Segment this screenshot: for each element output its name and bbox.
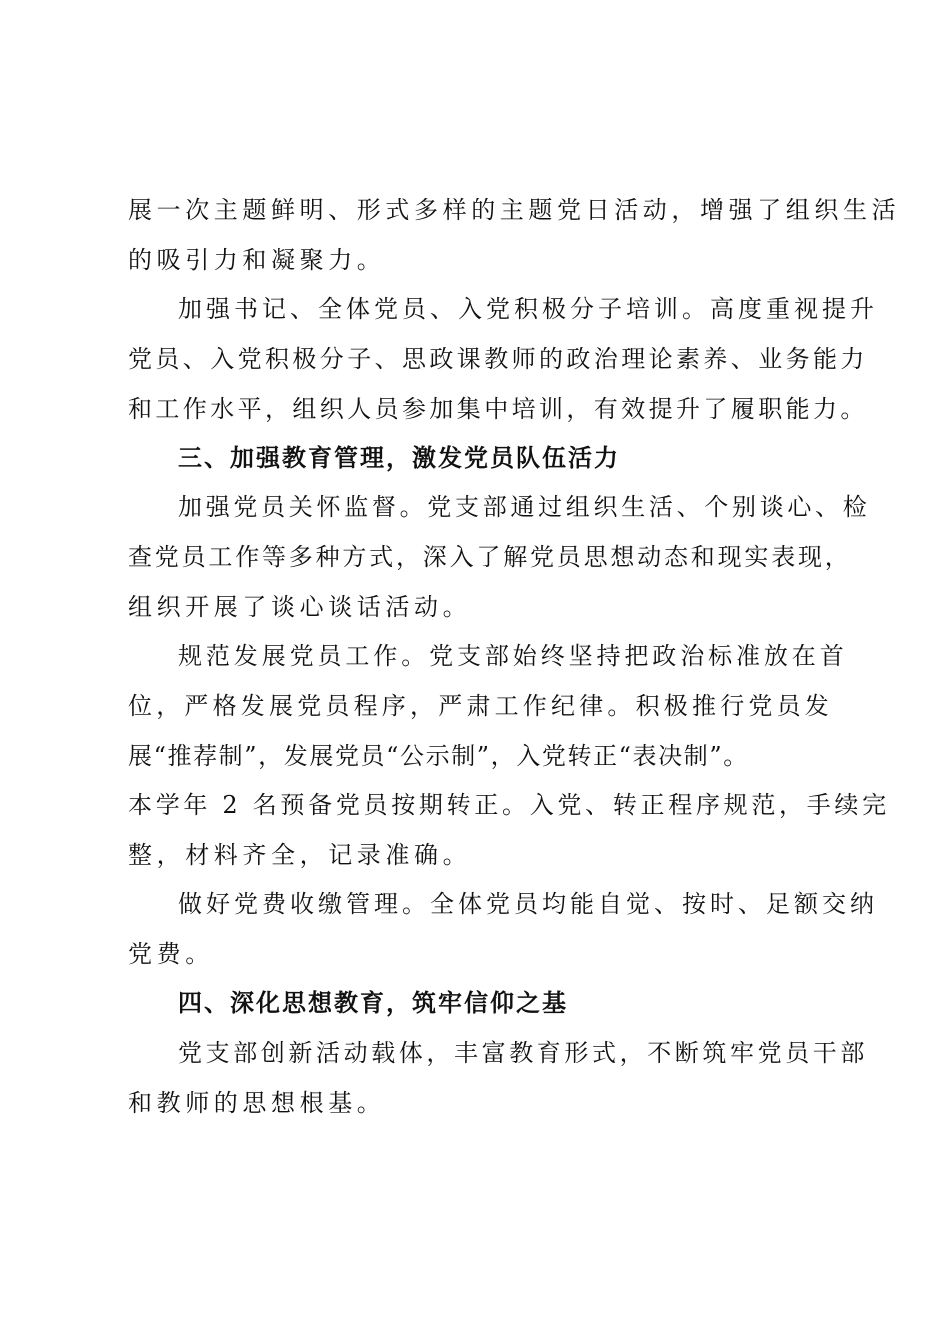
paragraph-first-line: 做好党费收缴管理。全体党员均能自觉、按时、足额交纳: [178, 890, 878, 918]
body-line: 本学年 2 名预备党员按期转正。入党、转正程序规范，手续完: [128, 791, 890, 819]
body-line: 位，严格发展党员程序，严肃工作纪律。积极推行党员发: [128, 692, 833, 720]
body-line: 党费。: [128, 940, 214, 968]
body-line: 组织开展了谈心谈话活动。: [128, 593, 472, 621]
section-heading: 三、加强教育管理，激发党员队伍活力: [178, 444, 620, 472]
body-line: 党员、入党积极分子、思政课教师的政治理论素养、业务能力: [128, 345, 868, 373]
body-line: 展“推荐制”，发展党员“公示制”，入党转正“表决制”。: [128, 742, 749, 770]
body-line: 查党员工作等多种方式，深入了解党员思想动态和现实表现，: [128, 543, 852, 571]
body-line: 和工作水平，组织人员参加集中培训，有效提升了履职能力。: [128, 395, 868, 423]
paragraph-first-line: 加强书记、全体党员、入党积极分子培训。高度重视提升: [178, 295, 878, 323]
body-line: 整，材料齐全，记录准确。: [128, 841, 472, 869]
body-line: 和教师的思想根基。: [128, 1089, 386, 1117]
section-heading: 四、深化思想教育，筑牢信仰之基: [178, 989, 568, 1017]
paragraph-first-line: 党支部创新活动载体，丰富教育形式，不断筑牢党员干部: [178, 1039, 868, 1067]
body-line: 的吸引力和凝聚力。: [128, 246, 386, 274]
paragraph-first-line: 规范发展党员工作。党支部始终坚持把政治标准放在首: [178, 642, 848, 670]
paragraph-first-line: 加强党员关怀监督。党支部通过组织生活、个别谈心、检: [178, 493, 871, 521]
body-line: 展一次主题鲜明、形式多样的主题党日活动，增强了组织生活: [128, 196, 901, 224]
